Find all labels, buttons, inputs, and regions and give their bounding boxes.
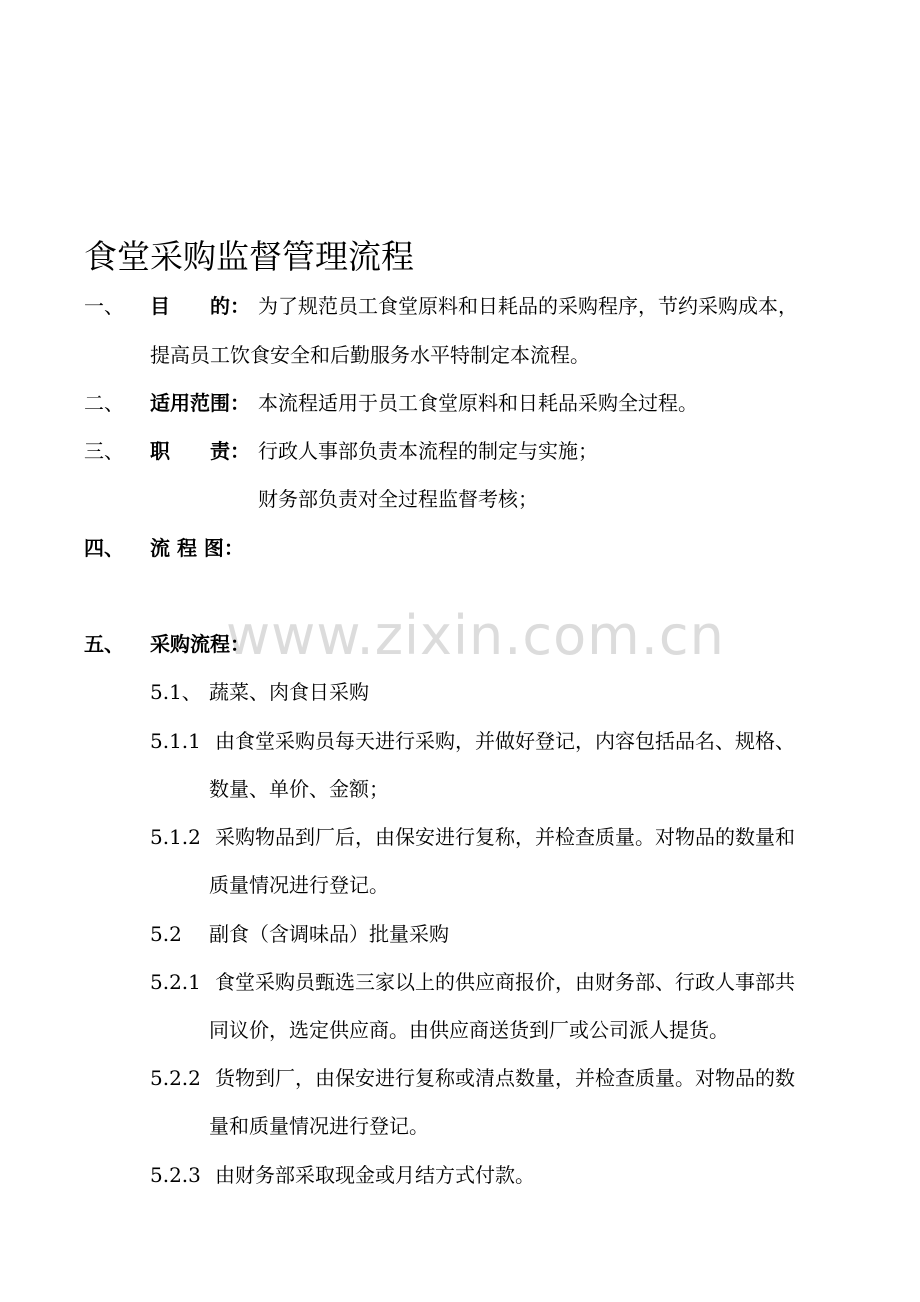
- item-5-2-3-line1: 由财务部采取现金或月结方式付款。: [215, 1163, 535, 1187]
- item-5-2-2-number: 5.2.2: [150, 1066, 201, 1090]
- section-3-text-line1: 行政人事部负责本流程的制定与实施；: [258, 439, 598, 463]
- item-5-2-number: 5.2: [150, 922, 182, 946]
- item-5-1-1-line1: 由食堂采购员每天进行采购，并做好登记，内容包括品名、规格、: [215, 729, 795, 753]
- item-5-2-2-line2: 量和质量情况进行登记。: [209, 1114, 429, 1138]
- item-5-1-number: 5.1、: [150, 680, 202, 704]
- section-5-number: 五、: [84, 632, 124, 656]
- section-1-number: 一、: [84, 294, 124, 318]
- item-5-1-2-line2: 质量情况进行登记。: [209, 873, 389, 897]
- section-3-text-line2: 财务部负责对全过程监督考核；: [258, 487, 538, 511]
- item-5-2-2-line1: 货物到厂，由保安进行复称或清点数量，并检查质量。对物品的数: [215, 1066, 795, 1090]
- item-5-1-text: 蔬菜、肉食日采购: [209, 680, 369, 704]
- section-1-label: 目 的：: [150, 294, 250, 318]
- section-4-label: 流 程 图：: [150, 536, 244, 560]
- section-4-number: 四、: [84, 536, 124, 560]
- item-5-1-1-number: 5.1.1: [150, 729, 201, 753]
- item-5-2-1-number: 5.2.1: [150, 970, 201, 994]
- watermark: www.zixin.com.cn: [226, 604, 725, 667]
- section-3-label: 职 责：: [150, 439, 250, 463]
- item-5-1-2-line1: 采购物品到厂后，由保安进行复称，并检查质量。对物品的数量和: [215, 825, 795, 849]
- item-5-1-1-line2: 数量、单价、金额；: [209, 777, 389, 801]
- section-1-text-line2: 提高员工饮食安全和后勤服务水平特制定本流程。: [150, 343, 590, 367]
- item-5-2-text: 副食（含调味品）批量采购: [209, 922, 449, 946]
- document-title: 食堂采购监督管理流程: [84, 237, 414, 276]
- section-2-label: 适用范围：: [150, 391, 250, 415]
- item-5-2-1-line2: 同议价，选定供应商。由供应商送货到厂或公司派人提货。: [209, 1018, 729, 1042]
- section-3-number: 三、: [84, 439, 124, 463]
- section-5-label: 采购流程：: [150, 632, 250, 656]
- item-5-1-2-number: 5.1.2: [150, 825, 201, 849]
- item-5-2-1-line1: 食堂采购员甄选三家以上的供应商报价，由财务部、行政人事部共: [215, 970, 795, 994]
- section-1-text-line1: 为了规范员工食堂原料和日耗品的采购程序，节约采购成本，: [258, 294, 798, 318]
- section-2-number: 二、: [84, 391, 124, 415]
- section-2-text: 本流程适用于员工食堂原料和日耗品采购全过程。: [258, 391, 698, 415]
- item-5-2-3-number: 5.2.3: [150, 1163, 201, 1187]
